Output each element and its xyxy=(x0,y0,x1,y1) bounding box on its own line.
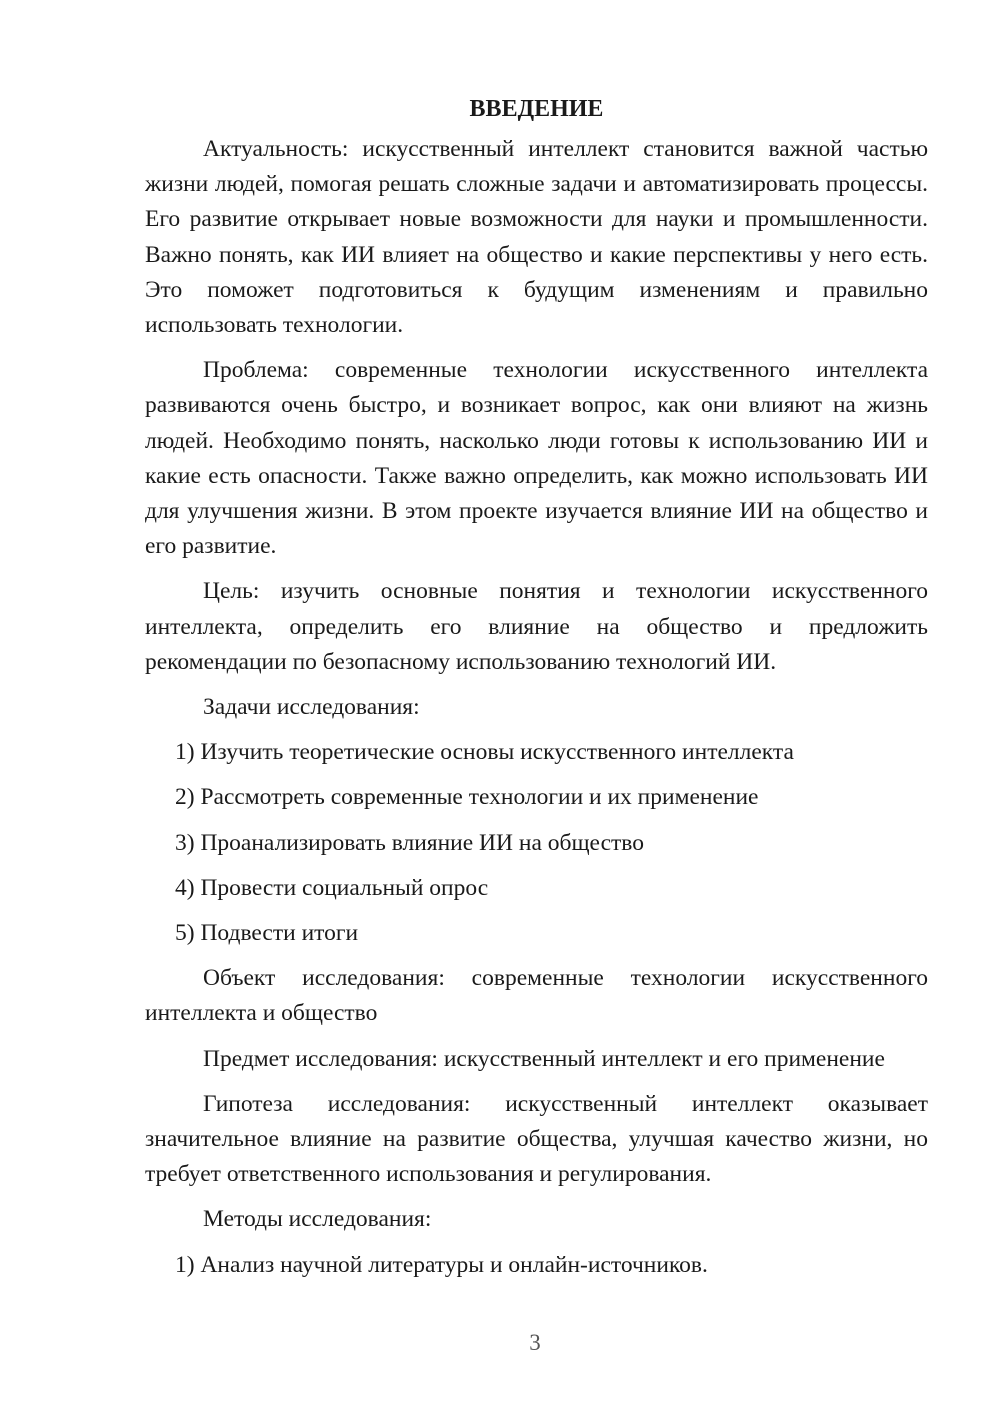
page-number: 3 xyxy=(529,1330,541,1355)
list-item: 5) Подвести итоги xyxy=(175,920,359,947)
list-item: 3) Проанализировать влияние ИИ на общество xyxy=(175,829,644,856)
list-item: 2) Рассмотреть современные технологии и их применение xyxy=(175,784,759,811)
subject-paragraph: Предмет исследования: искусственный интеллект и его применение xyxy=(203,1045,885,1072)
methods-heading: Методы исследования: xyxy=(203,1206,432,1233)
methods-list xyxy=(145,1248,928,1283)
problem-paragraph: Проблема: современные технологии искусственного интеллекта развиваются очень быстро, и возникает вопрос, как они влияют на жизнь людей. Необходимо понять, насколько люди готовы к использованию ИИ и какие есть опасности. Также важно определить, как можно использовать ИИ для улучшения жизни. В этом проекте изучается влияние ИИ на общество и его развитие. xyxy=(145,357,928,560)
page-title: ВВЕДЕНИЕ xyxy=(469,96,604,122)
object-paragraph: Объект исследования: современные технологии искусственного интеллекта и общество xyxy=(145,965,928,1027)
tasks-list xyxy=(145,735,928,951)
document-page xyxy=(145,92,928,1293)
relevance-paragraph: Актуальность: искусственный интеллект становится важной частью жизни людей, помогая решать сложные задачи и автоматизировать процессы. Его развитие открывает новые возможности для науки и промышленности. Важно понять, как ИИ влияет на общество и какие перспективы у него есть. Это поможет подготовиться к будущим изменениям и правильно использовать технологии. xyxy=(145,136,928,339)
list-item: 4) Провести социальный опрос xyxy=(175,874,489,901)
list-item: 1) Изучить теоретические основы искусственного интеллекта xyxy=(175,739,794,766)
goal-paragraph: Цель: изучить основные понятия и технологии искусственного интеллекта, определить его влияние на общество и предложить рекомендации по безопасному использованию технологий ИИ. xyxy=(145,578,928,675)
hypothesis-paragraph: Гипотеза исследования: искусственный интеллект оказывает значительное влияние на развитие общества, улучшая качество жизни, но требует ответственного использования и регулирования. xyxy=(145,1090,928,1188)
list-item: 1) Анализ научной литературы и онлайн-источников. xyxy=(175,1251,708,1278)
tasks-heading: Задачи исследования: xyxy=(203,694,420,721)
